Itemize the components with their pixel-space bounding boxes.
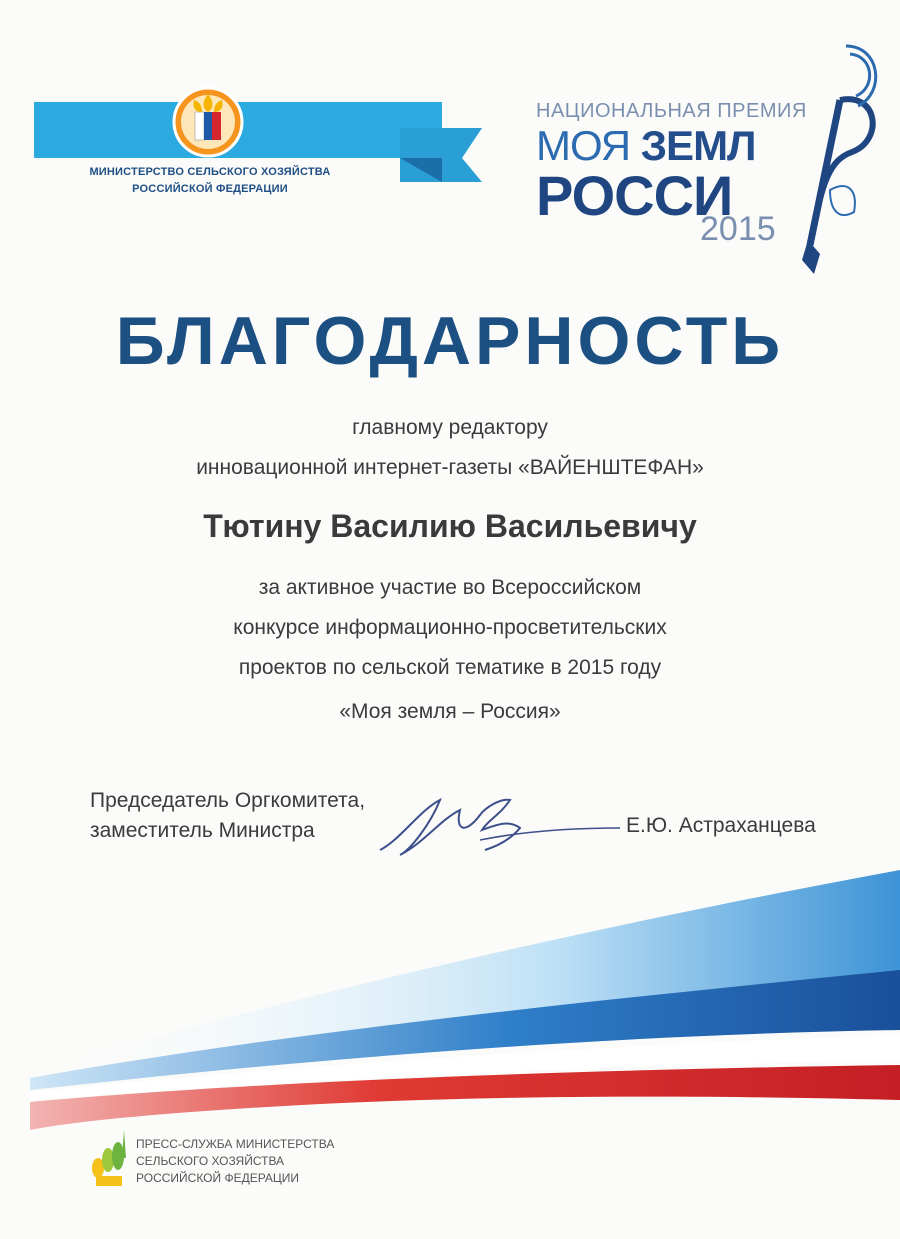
pen-ya-icon [800, 40, 890, 280]
award-moya-zemlya [536, 122, 756, 170]
reason-line3: проектов по сельской тематике в 2015 году [238, 656, 662, 679]
press-service-name [136, 1136, 334, 1187]
press-service-logo-icon [88, 1128, 132, 1192]
award-moya: МОЯ [536, 122, 631, 169]
reason-line2: конкурсе информационно-просветительских [233, 616, 667, 639]
ministry-name [60, 164, 360, 198]
signer-name: Е.Ю. Астраханцева [626, 814, 816, 837]
award-caption: НАЦИОНАЛЬНАЯ ПРЕМИЯ [536, 100, 807, 122]
ministry-emblem-icon [172, 86, 244, 158]
recipient-role-line2: инновационной интернет-газеты «ВАЙЕНШТЕФАН» [196, 456, 704, 479]
ministry-name-line2: РОССИЙСКОЙ ФЕДЕРАЦИИ [132, 183, 288, 195]
award-year: 2015 [700, 210, 776, 248]
ministry-name-line1: МИНИСТЕРСТВО СЕЛЬСКОГО ХОЗЯЙСТВА [89, 166, 331, 178]
reason-line1: за активное участие во Всероссийском [258, 576, 642, 599]
award-zeml: ЗЕМЛ [640, 122, 756, 169]
tricolor-waves [0, 860, 900, 1239]
award-rossiya: РОССИ [536, 164, 733, 227]
ministry-ribbon [0, 0, 900, 300]
signatory-title [90, 786, 365, 846]
signatory-title-line1: Председатель Оргкомитета, [90, 789, 366, 812]
press-service-line2: СЕЛЬСКОГО ХОЗЯЙСТВА [136, 1154, 285, 1168]
recipient-name: Тютину Василию Васильевичу [203, 508, 697, 544]
reason-line4: «Моя земля – Россия» [339, 700, 561, 723]
press-service-line3: РОССИЙСКОЙ ФЕДЕРАЦИИ [136, 1171, 300, 1185]
press-service-line1: ПРЕСС-СЛУЖБА МИНИСТЕРСТВА [136, 1137, 335, 1151]
signatory-title-line2: заместитель Министра [90, 819, 315, 842]
page-title: БЛАГОДАРНОСТЬ [115, 303, 785, 379]
recipient-role-line1: главному редактору [352, 416, 548, 439]
